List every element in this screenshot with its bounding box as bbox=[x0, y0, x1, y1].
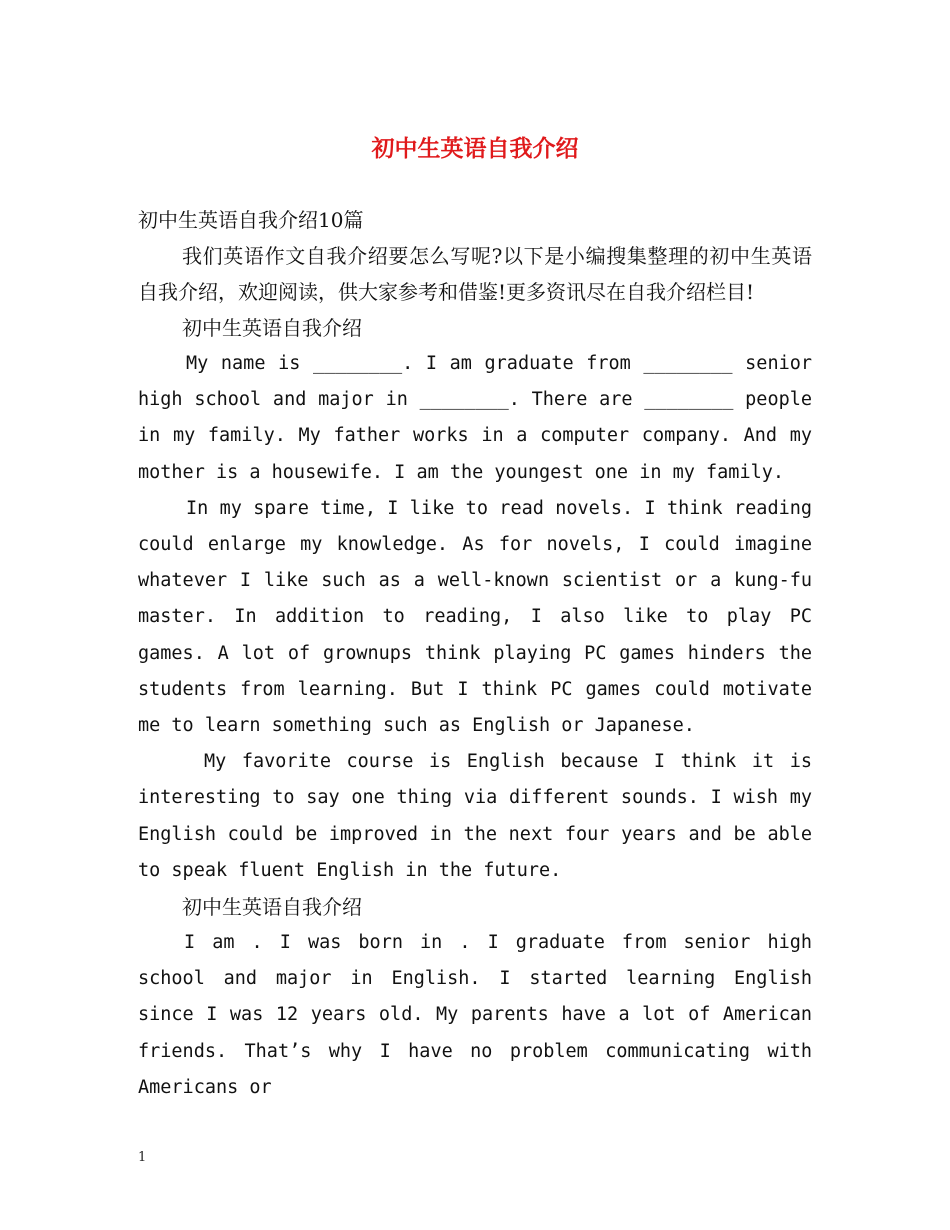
section1-paragraph-1: My name is ________. I am graduate from ________ senior high school and major in ________. There are ________ people in my family. My father works in a computer company. And my mother is a housewife. I am the youngest one in my family. bbox=[138, 353, 812, 483]
section1-paragraph-2: In my spare time, I like to read novels. I think reading could enlarge my knowledge. As for novels, I could imagine whatever I like such as a well-known scientist or a kung-fu master. In addition to reading, I also like to play PC games. A lot of grownups think playing PC games hinders the students from learning. But I think PC games could motivate me to learn something such as English or Japanese. bbox=[138, 497, 812, 737]
section2-heading: 初中生英语自我介绍 bbox=[182, 895, 362, 920]
subtitle: 初中生英语自我介绍10篇 bbox=[138, 208, 364, 232]
section1-heading: 初中生英语自我介绍 bbox=[182, 316, 362, 340]
page-number: 1 bbox=[138, 1150, 147, 1165]
intro-paragraph: 我们英语作文自我介绍要怎么写呢?以下是小编搜集整理的初中生英语自我介绍，欢迎阅读，供大家参考和借鉴!更多资讯尽在自我介绍栏目! bbox=[138, 244, 812, 304]
section1-paragraph-3: My favorite course is English because I think it is interesting to say one thing via different sounds. I wish my English could be improved in the next four years and be able to speak fluent English in the future. bbox=[138, 751, 812, 881]
section2-paragraph-1: I am . I was born in . I graduate from senior high school and major in English. I started learning English since I was 12 years old. My parents have a lot of American friends. That’s why I have no problem communicating with Americans or bbox=[138, 932, 812, 1098]
document-title: 初中生英语自我介绍 bbox=[371, 135, 579, 162]
document-body bbox=[138, 202, 812, 1106]
